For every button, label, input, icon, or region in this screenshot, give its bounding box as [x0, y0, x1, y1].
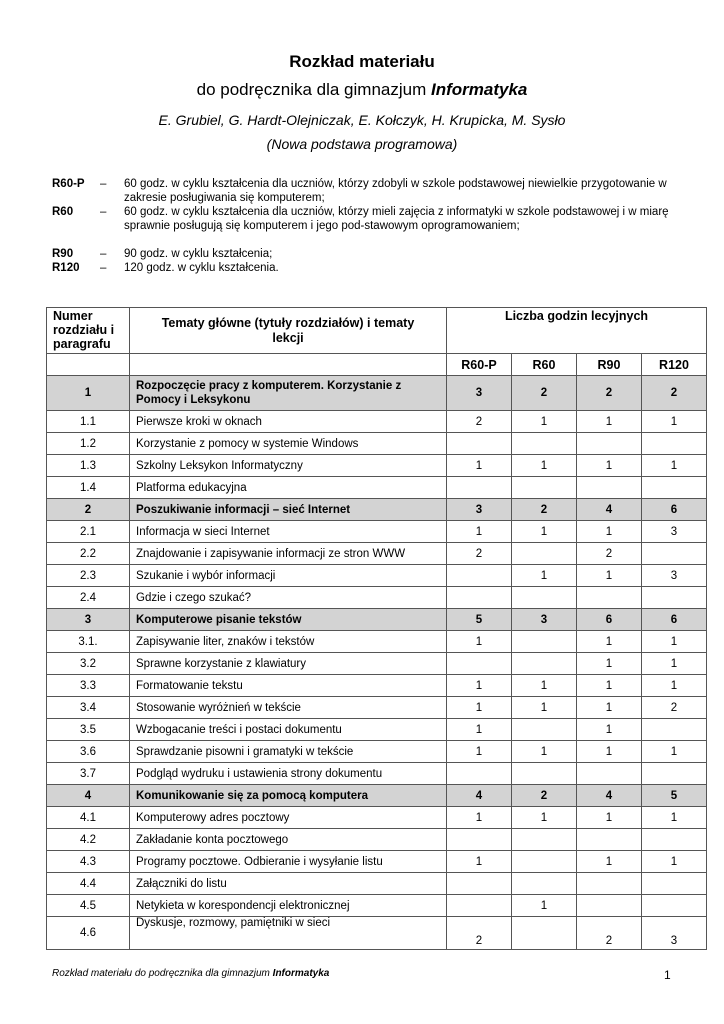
footer: [52, 968, 329, 979]
row-number: 4.1: [47, 807, 130, 829]
hours-cell: 2: [512, 785, 577, 807]
table-row: [47, 565, 707, 587]
row-number: 4.6: [47, 917, 130, 950]
row-number: 2.3: [47, 565, 130, 587]
hours-cell: 1: [577, 455, 642, 477]
hours-cell: [642, 895, 707, 917]
hours-cell: [642, 587, 707, 609]
hours-cell: 1: [447, 675, 512, 697]
empty-cell: [47, 354, 130, 376]
hours-cell: [447, 763, 512, 785]
row-number: 3.1.: [47, 631, 130, 653]
legend-key: R60-P: [52, 178, 85, 190]
program-note: (Nowa podstawa programowa): [266, 136, 458, 152]
hours-cell: 1: [642, 807, 707, 829]
header-topic: Tematy główne (tytuły rozdziałów) i tematy lekcji: [130, 308, 447, 354]
hours-cell: 1: [512, 675, 577, 697]
hours-cell: 4: [577, 499, 642, 521]
chapter-row: [47, 376, 707, 411]
hours-cell: 3: [642, 521, 707, 543]
hours-cell: 3: [642, 565, 707, 587]
table-row: [47, 433, 707, 455]
row-topic: Sprawdzanie pisowni i gramatyki w tekście: [130, 741, 447, 763]
hours-cell: [447, 587, 512, 609]
hours-cell: 2: [642, 697, 707, 719]
hours-cell: [512, 631, 577, 653]
hours-cell: 1: [577, 565, 642, 587]
legend-dash: –: [100, 262, 107, 274]
row-topic: Znajdowanie i zapisywanie informacji ze stron WWW: [130, 543, 447, 565]
hours-cell: [642, 477, 707, 499]
hours-cell: [447, 565, 512, 587]
hours-cell: 1: [642, 851, 707, 873]
row-number: 4.5: [47, 895, 130, 917]
row-number: 2.1: [47, 521, 130, 543]
hours-cell: 3: [447, 499, 512, 521]
hours-cell: 4: [447, 785, 512, 807]
table-row: [47, 763, 707, 785]
row-number: 1.1: [47, 411, 130, 433]
hours-cell: [512, 653, 577, 675]
row-number: 3.2: [47, 653, 130, 675]
table-row: [47, 917, 707, 950]
document-title: Rozkład materiału: [289, 52, 435, 71]
subtitle-bold: Informatyka: [430, 80, 528, 99]
hours-cell: 1: [577, 719, 642, 741]
hours-cell: [447, 433, 512, 455]
row-number: 2: [47, 499, 130, 521]
hours-cell: 2: [512, 376, 577, 411]
hours-cell: [577, 587, 642, 609]
hours-cell: 1: [642, 411, 707, 433]
legend-dash: –: [100, 178, 107, 190]
hours-cell: [512, 587, 577, 609]
row-number: 1: [47, 376, 130, 411]
hours-cell: 1: [577, 521, 642, 543]
hours-cell: 1: [512, 895, 577, 917]
chapter-row: [47, 609, 707, 631]
hours-cell: [447, 829, 512, 851]
row-number: 1.4: [47, 477, 130, 499]
table-row: [47, 741, 707, 763]
legend-dash: –: [100, 248, 107, 260]
hours-cell: 1: [642, 741, 707, 763]
legend-key: R60: [52, 206, 74, 218]
hours-cell: [642, 873, 707, 895]
column-header-r120: R120: [642, 354, 707, 376]
legend-text: 60 godz. w cyklu kształcenia dla uczniów, którzy zdobyli w szkole podstawowej niewielkie przygotowanie w zakresie posługiwania się komputerem;: [124, 178, 667, 204]
hours-cell: 1: [512, 807, 577, 829]
hours-cell: 6: [642, 609, 707, 631]
hours-cell: 1: [512, 411, 577, 433]
table-row: [47, 807, 707, 829]
row-number: 1.2: [47, 433, 130, 455]
row-topic: Formatowanie tekstu: [130, 675, 447, 697]
row-topic: Zapisywanie liter, znaków i tekstów: [130, 631, 447, 653]
hours-cell: 1: [577, 411, 642, 433]
row-topic: Gdzie i czego szukać?: [130, 587, 447, 609]
row-number: 4: [47, 785, 130, 807]
hours-cell: 1: [577, 807, 642, 829]
table-row: [47, 653, 707, 675]
table-row: [47, 851, 707, 873]
hours-cell: 3: [642, 917, 707, 950]
legend-text: 120 godz. w cyklu kształcenia.: [124, 262, 279, 274]
table-row: [47, 477, 707, 499]
hours-cell: 6: [577, 609, 642, 631]
hours-cell: 2: [447, 543, 512, 565]
table-row: [47, 631, 707, 653]
row-topic: Programy pocztowe. Odbieranie i wysyłanie listu: [130, 851, 447, 873]
row-topic: Pierwsze kroki w oknach: [130, 411, 447, 433]
header-number: Numer rozdziału i paragrafu: [47, 308, 130, 354]
hours-cell: 1: [642, 631, 707, 653]
hours-cell: [512, 829, 577, 851]
hours-cell: 1: [577, 851, 642, 873]
hours-cell: 5: [642, 785, 707, 807]
row-number: 4.2: [47, 829, 130, 851]
row-number: 2.4: [47, 587, 130, 609]
hours-cell: 1: [512, 741, 577, 763]
materials-table: [46, 307, 707, 950]
column-header-r90: R90: [577, 354, 642, 376]
hours-cell: 1: [447, 741, 512, 763]
row-number: 3.3: [47, 675, 130, 697]
row-number: 4.3: [47, 851, 130, 873]
hours-cell: 2: [447, 411, 512, 433]
row-topic: Wzbogacanie treści i postaci dokumentu: [130, 719, 447, 741]
footer-bold: Informatyka: [272, 968, 330, 979]
hours-cell: [642, 543, 707, 565]
legend-key: R90: [52, 248, 74, 260]
subtitle-prefix: do podręcznika dla gimnazjum: [196, 80, 431, 99]
row-topic: Korzystanie z pomocy w systemie Windows: [130, 433, 447, 455]
row-topic: Załączniki do listu: [130, 873, 447, 895]
chapter-row: [47, 499, 707, 521]
hours-cell: 1: [447, 697, 512, 719]
hours-cell: 2: [512, 499, 577, 521]
hours-cell: 2: [577, 917, 642, 950]
column-header-r60: R60: [512, 354, 577, 376]
row-topic: Dyskusje, rozmowy, pamiętniki w sieci: [130, 917, 447, 950]
hours-cell: [447, 873, 512, 895]
chapter-row: [47, 785, 707, 807]
hours-cell: [512, 851, 577, 873]
row-number: 3: [47, 609, 130, 631]
row-topic: Informacja w sieci Internet: [130, 521, 447, 543]
row-number: 3.4: [47, 697, 130, 719]
hours-cell: 1: [577, 741, 642, 763]
row-number: 3.7: [47, 763, 130, 785]
row-topic: Szukanie i wybór informacji: [130, 565, 447, 587]
table-row: [47, 455, 707, 477]
hours-cell: [642, 829, 707, 851]
document-subtitle: [0, 80, 724, 100]
hours-cell: [642, 433, 707, 455]
hours-cell: [577, 895, 642, 917]
legend-item: [52, 261, 704, 275]
hours-cell: 1: [447, 631, 512, 653]
empty-cell: [130, 354, 447, 376]
hours-cell: [577, 829, 642, 851]
legend-item: [52, 177, 704, 205]
hours-cell: 1: [642, 653, 707, 675]
page-number: 1: [664, 968, 671, 982]
hours-cell: [642, 719, 707, 741]
column-header-r60-p: R60-P: [447, 354, 512, 376]
legend: [52, 177, 704, 275]
hours-cell: 5: [447, 609, 512, 631]
hours-cell: 1: [447, 719, 512, 741]
row-topic: Podgląd wydruku i ustawienia strony dokumentu: [130, 763, 447, 785]
legend-gap: [52, 233, 704, 247]
hours-cell: [512, 873, 577, 895]
hours-cell: 1: [447, 521, 512, 543]
row-number: 1.3: [47, 455, 130, 477]
row-topic: Stosowanie wyróżnień w tekście: [130, 697, 447, 719]
hours-cell: 2: [447, 917, 512, 950]
hours-cell: [577, 433, 642, 455]
hours-cell: 1: [577, 653, 642, 675]
footer-prefix: Rozkład materiału do podręcznika dla gimnazjum: [52, 968, 273, 979]
table-row: [47, 719, 707, 741]
row-topic: Komputerowe pisanie tekstów: [130, 609, 447, 631]
hours-cell: 2: [642, 376, 707, 411]
row-topic: Zakładanie konta pocztowego: [130, 829, 447, 851]
legend-text: 60 godz. w cyklu kształcenia dla uczniów, którzy mieli zajęcia z informatyki w szkole podstawowej i w miarę sprawnie posługują się komputerem i jego pod-stawowym oprogramowaniem;: [124, 206, 669, 232]
hours-cell: [577, 477, 642, 499]
header-hours: Liczba godzin lecyjnych: [447, 308, 707, 354]
table-row: [47, 521, 707, 543]
hours-cell: 3: [447, 376, 512, 411]
table-row: [47, 543, 707, 565]
hours-cell: 1: [512, 565, 577, 587]
legend-dash: –: [100, 206, 107, 218]
hours-cell: [577, 763, 642, 785]
hours-cell: [512, 763, 577, 785]
table-row: [47, 411, 707, 433]
hours-cell: [512, 477, 577, 499]
row-number: 3.5: [47, 719, 130, 741]
hours-cell: 2: [577, 543, 642, 565]
hours-cell: 1: [447, 851, 512, 873]
hours-cell: 1: [447, 807, 512, 829]
hours-cell: 3: [512, 609, 577, 631]
row-number: 2.2: [47, 543, 130, 565]
hours-cell: 1: [512, 697, 577, 719]
hours-cell: [447, 895, 512, 917]
hours-cell: 1: [642, 455, 707, 477]
legend-text: 90 godz. w cyklu kształcenia;: [124, 248, 273, 260]
row-topic: Netykieta w korespondencji elektronicznej: [130, 895, 447, 917]
row-topic: Platforma edukacyjna: [130, 477, 447, 499]
legend-item: [52, 247, 704, 261]
hours-cell: 1: [577, 697, 642, 719]
hours-cell: 1: [577, 631, 642, 653]
hours-cell: [642, 763, 707, 785]
hours-cell: 1: [447, 455, 512, 477]
hours-cell: 1: [577, 675, 642, 697]
table-row: [47, 873, 707, 895]
legend-key: R120: [52, 262, 80, 274]
hours-cell: 1: [642, 675, 707, 697]
hours-cell: [447, 653, 512, 675]
table-row: [47, 895, 707, 917]
table-row: [47, 697, 707, 719]
row-number: 3.6: [47, 741, 130, 763]
hours-cell: 4: [577, 785, 642, 807]
legend-item: [52, 205, 704, 233]
row-topic: Sprawne korzystanie z klawiatury: [130, 653, 447, 675]
hours-cell: [512, 433, 577, 455]
row-topic: Komunikowanie się za pomocą komputera: [130, 785, 447, 807]
table-row: [47, 587, 707, 609]
hours-cell: [512, 543, 577, 565]
hours-cell: [512, 917, 577, 950]
row-topic: Rozpoczęcie pracy z komputerem. Korzystanie z Pomocy i Leksykonu: [130, 376, 447, 411]
hours-cell: 2: [577, 376, 642, 411]
hours-cell: 6: [642, 499, 707, 521]
authors: E. Grubiel, G. Hardt-Olejniczak, E. Kołczyk, H. Krupicka, M. Sysło: [158, 112, 566, 128]
hours-cell: 1: [512, 455, 577, 477]
table-row: [47, 829, 707, 851]
hours-cell: [512, 719, 577, 741]
hours-cell: 1: [512, 521, 577, 543]
row-topic: Komputerowy adres pocztowy: [130, 807, 447, 829]
row-topic: Szkolny Leksykon Informatyczny: [130, 455, 447, 477]
row-topic: Poszukiwanie informacji – sieć Internet: [130, 499, 447, 521]
hours-cell: [577, 873, 642, 895]
hours-cell: [447, 477, 512, 499]
table-row: [47, 675, 707, 697]
row-number: 4.4: [47, 873, 130, 895]
